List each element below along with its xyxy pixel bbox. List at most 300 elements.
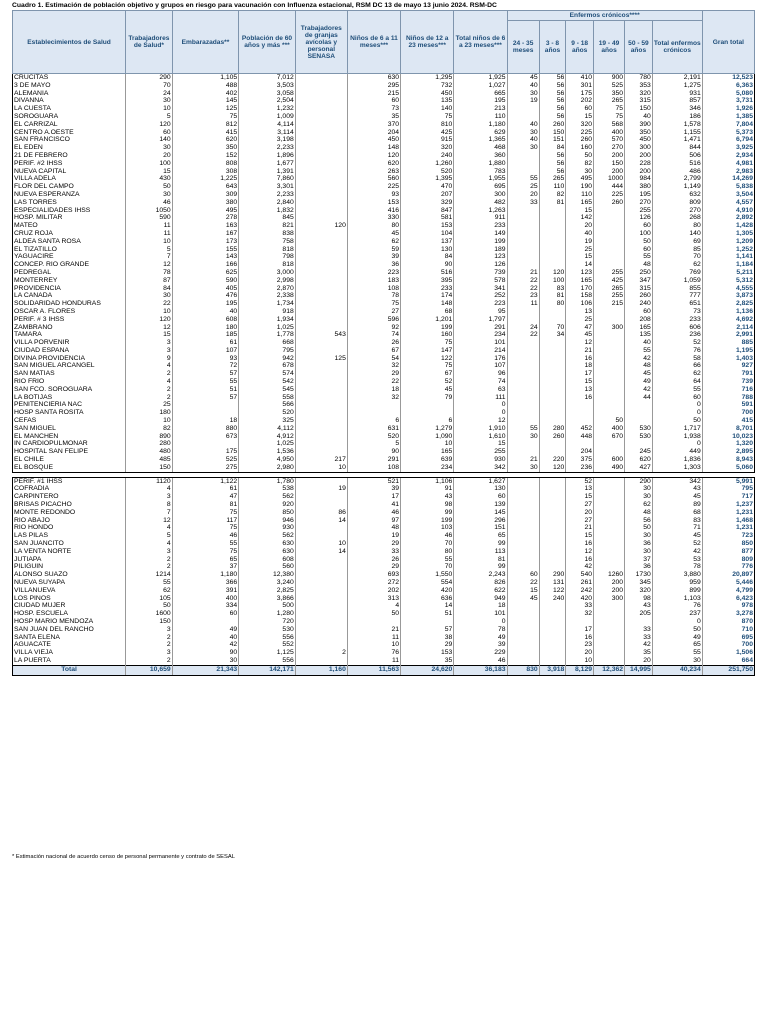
value-cell: 470: [401, 183, 454, 191]
value-cell: [594, 362, 625, 370]
table-row: [13, 168, 755, 176]
value-cell: 52: [566, 477, 594, 485]
value-cell: 30: [566, 168, 594, 176]
value-cell: 329: [401, 199, 454, 207]
value-cell: 56: [539, 105, 566, 113]
value-cell: [295, 610, 347, 618]
value-cell: 430: [126, 175, 173, 183]
value-cell: [539, 261, 566, 269]
value-cell: [295, 493, 347, 501]
establishment-name: HOSP. MILITAR: [13, 214, 126, 222]
value-cell: 630: [239, 540, 296, 548]
value-cell: [295, 214, 347, 222]
value-cell: 673: [172, 433, 239, 441]
value-cell: 911: [454, 214, 507, 222]
value-cell: 33: [625, 634, 653, 642]
value-cell: [507, 618, 539, 626]
value-cell: 42: [625, 386, 653, 394]
value-cell: 1,027: [454, 82, 507, 90]
establishment-name: 3 DE MAYO: [13, 82, 126, 90]
value-cell: 52: [652, 540, 702, 548]
value-cell: [539, 347, 566, 355]
value-cell: 70: [401, 563, 454, 571]
value-cell: 570: [594, 136, 625, 144]
value-cell: 516: [652, 160, 702, 168]
value-cell: 350: [625, 129, 653, 137]
value-cell: 261: [566, 579, 594, 587]
value-cell: 56: [539, 82, 566, 90]
value-cell: 183: [347, 277, 400, 285]
value-cell: 668: [239, 339, 296, 347]
value-cell: [295, 82, 347, 90]
value-cell: 899: [652, 587, 702, 595]
value-cell: 0: [652, 440, 702, 448]
grand-total-cell: 1,252: [702, 246, 754, 254]
grand-total-cell: 5,312: [702, 277, 754, 285]
value-cell: [295, 641, 347, 649]
value-cell: 350: [594, 90, 625, 98]
establishment-name: CIUDAD ESPANA: [13, 347, 126, 355]
value-cell: [507, 207, 539, 215]
establishment-name: VILLA PORVENIR: [13, 339, 126, 347]
value-cell: 106: [566, 300, 594, 308]
value-cell: 301: [566, 82, 594, 90]
value-cell: 60: [126, 129, 173, 137]
value-cell: 81: [172, 501, 239, 509]
value-cell: 16: [566, 634, 594, 642]
value-cell: 468: [454, 144, 507, 152]
value-cell: 2: [126, 386, 173, 394]
value-cell: 620: [625, 456, 653, 464]
value-cell: 17: [347, 493, 400, 501]
value-cell: 30: [652, 657, 702, 665]
value-cell: 560: [239, 563, 296, 571]
value-cell: [295, 448, 347, 456]
value-cell: 86: [295, 509, 347, 517]
value-cell: 180: [172, 324, 239, 332]
value-cell: 915: [401, 136, 454, 144]
establishment-name: CEFAS: [13, 417, 126, 425]
value-cell: 16: [566, 355, 594, 363]
value-cell: [295, 113, 347, 121]
value-cell: 608: [172, 316, 239, 324]
value-cell: [295, 168, 347, 176]
value-cell: 145: [172, 97, 239, 105]
value-cell: [594, 238, 625, 246]
value-cell: [625, 409, 653, 417]
value-cell: [539, 401, 566, 409]
table-row: [13, 160, 755, 168]
value-cell: 56: [539, 74, 566, 82]
value-cell: 175: [172, 448, 239, 456]
establishment-name: YAGUACIRE: [13, 253, 126, 261]
value-cell: 448: [566, 433, 594, 441]
value-cell: [566, 417, 594, 425]
grand-total-cell: 1,184: [702, 261, 754, 269]
value-cell: 320: [625, 587, 653, 595]
value-cell: 795: [239, 347, 296, 355]
value-cell: 625: [172, 269, 239, 277]
value-cell: 7: [126, 509, 173, 517]
table-row: [13, 199, 755, 207]
value-cell: 1,627: [454, 477, 507, 485]
value-cell: 12,362: [594, 665, 625, 675]
value-cell: 22: [507, 277, 539, 285]
value-cell: 296: [454, 517, 507, 525]
value-cell: 180: [126, 409, 173, 417]
value-cell: 4,950: [239, 456, 296, 464]
value-cell: [507, 355, 539, 363]
value-cell: [507, 610, 539, 618]
grand-total-cell: 664: [702, 657, 754, 665]
value-cell: 5: [126, 246, 173, 254]
value-cell: 1,232: [239, 105, 296, 113]
value-cell: [507, 370, 539, 378]
value-cell: 3: [126, 347, 173, 355]
value-cell: 67: [401, 370, 454, 378]
establishment-name: SAN MIGUEL ARCANGEL: [13, 362, 126, 370]
value-cell: [295, 362, 347, 370]
table-row: [13, 347, 755, 355]
value-cell: 153: [347, 199, 400, 207]
establishment-name: PILIGUIN: [13, 563, 126, 571]
value-cell: 202: [566, 97, 594, 105]
value-cell: 984: [625, 175, 653, 183]
value-cell: 300: [594, 324, 625, 332]
value-cell: 75: [594, 113, 625, 121]
value-cell: 1,717: [652, 425, 702, 433]
value-cell: 40: [625, 339, 653, 347]
value-cell: 71: [652, 524, 702, 532]
value-cell: 450: [401, 90, 454, 98]
grand-total-cell: 809: [702, 556, 754, 564]
value-cell: 142: [566, 214, 594, 222]
value-cell: 75: [172, 524, 239, 532]
value-cell: 425: [594, 277, 625, 285]
value-cell: 380: [625, 183, 653, 191]
establishment-name: EL MANCHEN: [13, 433, 126, 441]
value-cell: 123: [454, 253, 507, 261]
value-cell: 1,160: [295, 665, 347, 675]
value-cell: 629: [454, 129, 507, 137]
table-row: [13, 540, 755, 548]
value-cell: [594, 501, 625, 509]
table-row: [13, 191, 755, 199]
value-cell: 265: [594, 285, 625, 293]
value-cell: 566: [239, 401, 296, 409]
value-cell: 75: [172, 548, 239, 556]
col-header-ninos-12-23: Niños de 12 a 23 meses***: [401, 11, 454, 74]
value-cell: 29: [347, 540, 400, 548]
table-row: [13, 300, 755, 308]
value-cell: 40: [507, 82, 539, 90]
value-cell: 19: [566, 238, 594, 246]
value-cell: 20: [126, 152, 173, 160]
value-cell: [594, 409, 625, 417]
establishment-name: SAN JUAN DEL RANCHO: [13, 626, 126, 634]
value-cell: 49: [454, 634, 507, 642]
establishment-name: ALONSO SUAZO: [13, 571, 126, 579]
establishment-name: NUEVA ESPERANZA: [13, 191, 126, 199]
value-cell: 21: [566, 347, 594, 355]
value-cell: [539, 532, 566, 540]
value-cell: 538: [239, 485, 296, 493]
value-cell: 11,563: [347, 665, 400, 675]
value-cell: 80: [652, 222, 702, 230]
grand-total-cell: 1,428: [702, 222, 754, 230]
value-cell: 223: [454, 300, 507, 308]
establishment-name: ALDEA SANTA ROSA: [13, 238, 126, 246]
value-cell: [295, 386, 347, 394]
value-cell: 1,836: [652, 456, 702, 464]
value-cell: 214: [454, 347, 507, 355]
value-cell: 233: [454, 222, 507, 230]
value-cell: [295, 269, 347, 277]
value-cell: 236: [652, 331, 702, 339]
establishment-name: EL CHILE: [13, 456, 126, 464]
value-cell: [295, 626, 347, 634]
establishment-name: VILLA VIEJA: [13, 649, 126, 657]
value-cell: 5: [126, 113, 173, 121]
value-cell: [507, 493, 539, 501]
value-cell: 78: [454, 626, 507, 634]
value-cell: 395: [401, 277, 454, 285]
value-cell: 60: [625, 308, 653, 316]
grand-total-cell: 3,873: [702, 292, 754, 300]
value-cell: 117: [172, 517, 239, 525]
value-cell: 4: [126, 485, 173, 493]
value-cell: 33: [625, 626, 653, 634]
value-cell: 48: [347, 524, 400, 532]
table-row: [13, 362, 755, 370]
table-row: [13, 626, 755, 634]
value-cell: 61: [172, 485, 239, 493]
value-cell: 850: [239, 509, 296, 517]
value-cell: 69: [652, 238, 702, 246]
value-cell: 33: [507, 199, 539, 207]
footnote: * Estimación nacional de acuerdo censo de personal permanente y contrato de SESAL: [12, 854, 235, 860]
establishment-name: CARPINTERO: [13, 493, 126, 501]
value-cell: [295, 347, 347, 355]
value-cell: 450: [347, 136, 400, 144]
value-cell: 125: [172, 105, 239, 113]
value-cell: 482: [454, 199, 507, 207]
establishment-name: PENITENCIERIA NAC: [13, 401, 126, 409]
value-cell: [625, 618, 653, 626]
value-cell: 590: [172, 277, 239, 285]
value-cell: 149: [454, 230, 507, 238]
value-cell: 90: [347, 448, 400, 456]
value-cell: 769: [652, 269, 702, 277]
value-cell: [594, 532, 625, 540]
col-header-trabajadores: Trabajadores de Salud*: [126, 11, 173, 74]
value-cell: 315: [625, 285, 653, 293]
value-cell: 1,263: [454, 207, 507, 215]
table-row: [13, 524, 755, 532]
establishment-name: TAMARA: [13, 331, 126, 339]
value-cell: [594, 493, 625, 501]
value-cell: 2: [295, 649, 347, 657]
grand-total-cell: 4,799: [702, 587, 754, 595]
value-cell: 36: [625, 563, 653, 571]
value-cell: [539, 641, 566, 649]
value-cell: [507, 230, 539, 238]
value-cell: 56: [539, 160, 566, 168]
value-cell: [594, 355, 625, 363]
establishment-name: EL BOSQUE: [13, 464, 126, 472]
col-header-gran-total: Gran total: [702, 11, 754, 74]
value-cell: 520: [239, 409, 296, 417]
value-cell: 578: [454, 277, 507, 285]
value-cell: 2: [126, 641, 173, 649]
value-cell: 18: [347, 386, 400, 394]
value-cell: 39: [454, 641, 507, 649]
value-cell: 190: [566, 183, 594, 191]
value-cell: [172, 618, 239, 626]
value-cell: 57: [172, 370, 239, 378]
value-cell: 24,620: [401, 665, 454, 675]
value-cell: 334: [172, 602, 239, 610]
value-cell: 150: [126, 464, 173, 472]
value-cell: [295, 440, 347, 448]
value-cell: [594, 339, 625, 347]
establishment-name: MATEO: [13, 222, 126, 230]
value-cell: 15: [566, 493, 594, 501]
establishment-name: PERIF. #1 IHSS: [13, 477, 126, 485]
value-cell: [594, 602, 625, 610]
value-cell: 39: [347, 485, 400, 493]
value-cell: 81: [539, 199, 566, 207]
value-cell: 695: [454, 183, 507, 191]
value-cell: 4: [347, 602, 400, 610]
value-cell: 233: [401, 285, 454, 293]
value-cell: 19: [507, 97, 539, 105]
establishment-name: AGUACATE: [13, 641, 126, 649]
value-cell: 14: [295, 548, 347, 556]
table-row: [13, 548, 755, 556]
value-cell: 15: [454, 440, 507, 448]
value-cell: 200: [625, 168, 653, 176]
value-cell: 21: [507, 456, 539, 464]
value-cell: 530: [625, 433, 653, 441]
value-cell: [625, 401, 653, 409]
value-cell: 255: [594, 269, 625, 277]
value-cell: 342: [652, 477, 702, 485]
value-cell: 75: [594, 105, 625, 113]
value-cell: 81: [454, 556, 507, 564]
value-cell: 52: [401, 378, 454, 386]
value-cell: 931: [652, 90, 702, 98]
grand-total-cell: 2,825: [702, 300, 754, 308]
value-cell: 75: [401, 339, 454, 347]
value-cell: 3: [126, 626, 173, 634]
value-cell: [507, 556, 539, 564]
value-cell: 90: [401, 261, 454, 269]
value-cell: 270: [594, 144, 625, 152]
value-cell: 22: [126, 300, 173, 308]
value-cell: [295, 292, 347, 300]
value-cell: 39: [347, 253, 400, 261]
value-cell: 27: [566, 501, 594, 509]
value-cell: [295, 595, 347, 603]
value-cell: 959: [652, 579, 702, 587]
establishment-name: OSCAR A. FLORES: [13, 308, 126, 316]
value-cell: 76: [652, 602, 702, 610]
value-cell: 309: [172, 191, 239, 199]
value-cell: 165: [566, 277, 594, 285]
value-cell: 19: [347, 532, 400, 540]
value-cell: 99: [401, 509, 454, 517]
value-cell: 140: [652, 230, 702, 238]
grand-total-cell: 1,141: [702, 253, 754, 261]
value-cell: 175: [566, 90, 594, 98]
value-cell: 486: [652, 168, 702, 176]
value-cell: 11: [507, 300, 539, 308]
value-cell: [594, 246, 625, 254]
value-cell: 272: [347, 579, 400, 587]
grand-total-cell: 1,320: [702, 440, 754, 448]
value-cell: 250: [625, 269, 653, 277]
value-cell: 665: [454, 90, 507, 98]
value-cell: 918: [239, 308, 296, 316]
grand-total-cell: 20,897: [702, 571, 754, 579]
value-cell: 32: [347, 394, 400, 402]
value-cell: 12: [454, 417, 507, 425]
value-cell: 23: [566, 641, 594, 649]
value-cell: 12: [126, 261, 173, 269]
value-cell: 36,183: [454, 665, 507, 675]
value-cell: 150: [594, 160, 625, 168]
value-cell: 353: [625, 82, 653, 90]
table-row: [13, 649, 755, 657]
value-cell: 1,677: [239, 160, 296, 168]
value-cell: 818: [239, 246, 296, 254]
establishment-name: CRUCITAS: [13, 74, 126, 82]
value-cell: 120: [539, 464, 566, 472]
value-cell: 51: [172, 386, 239, 394]
value-cell: 826: [454, 579, 507, 587]
value-cell: 45: [652, 493, 702, 501]
value-cell: 126: [454, 261, 507, 269]
establishment-name: PERIF. #2 IHSS: [13, 160, 126, 168]
value-cell: 152: [172, 152, 239, 160]
table-row: [13, 175, 755, 183]
value-cell: 4: [126, 524, 173, 532]
value-cell: 78: [652, 563, 702, 571]
value-cell: 110: [539, 183, 566, 191]
value-cell: 143: [172, 253, 239, 261]
value-cell: [295, 285, 347, 293]
value-cell: 291: [454, 324, 507, 332]
col-header-24-35-meses: 24 - 35 meses: [507, 21, 539, 74]
value-cell: 25: [566, 316, 594, 324]
value-cell: 13: [566, 308, 594, 316]
value-cell: 234: [454, 331, 507, 339]
value-cell: 1,280: [239, 610, 296, 618]
value-cell: 200: [594, 579, 625, 587]
value-cell: 1,938: [652, 433, 702, 441]
value-cell: 0: [454, 618, 507, 626]
table-row: [13, 183, 755, 191]
value-cell: [594, 548, 625, 556]
value-cell: 113: [454, 548, 507, 556]
value-cell: 808: [172, 160, 239, 168]
value-cell: 830: [507, 665, 539, 675]
value-cell: 15: [566, 253, 594, 261]
value-cell: 12: [566, 548, 594, 556]
value-cell: 202: [347, 587, 400, 595]
value-cell: [594, 207, 625, 215]
